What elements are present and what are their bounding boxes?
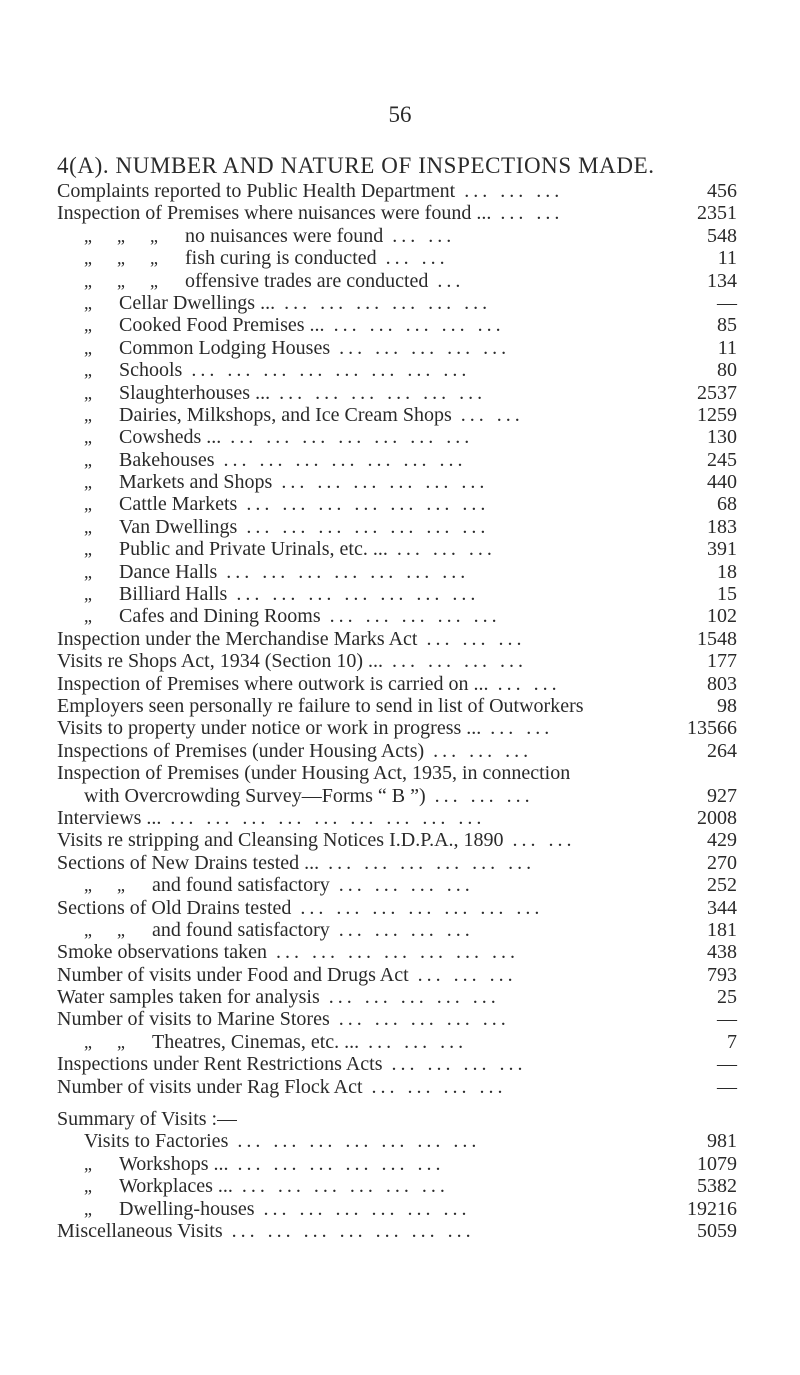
item-count: 2351 <box>697 202 737 225</box>
item-count: — <box>717 291 737 314</box>
item-label <box>185 270 464 292</box>
ditto-mark: „ <box>150 270 158 291</box>
ditto-mark: „ <box>84 270 92 291</box>
ditto-mark: „ <box>84 360 92 381</box>
item-count: 85 <box>717 314 737 337</box>
list-item <box>0 941 800 963</box>
item-label-text: Inspections of Premises (under Housing Acts) <box>57 739 425 762</box>
list-item <box>0 852 800 874</box>
item-label-text: Inspection under the Merchandise Marks Act <box>57 627 418 650</box>
item-label <box>119 426 473 448</box>
dot-leader: ... ... ... ... ... ... ... <box>237 493 490 516</box>
ditto-mark: „ <box>84 875 92 896</box>
dot-leader: ... ... ... ... <box>329 874 474 897</box>
item-count: 252 <box>707 874 737 897</box>
item-label-text: Workshops ... <box>119 1152 229 1175</box>
dot-leader: ... ... ... ... ... ... ... <box>214 448 467 471</box>
item-label <box>119 337 510 359</box>
item-count: 2537 <box>697 381 737 404</box>
item-label-text: Public and Private Urinals, etc. ... <box>119 538 388 561</box>
list-item <box>0 1220 800 1242</box>
list-item <box>0 426 800 448</box>
item-label <box>57 695 584 717</box>
item-label <box>57 1220 475 1242</box>
item-label <box>57 628 525 650</box>
ditto-mark: „ <box>117 225 125 246</box>
list-item <box>0 807 800 829</box>
item-count: 438 <box>707 941 737 964</box>
item-label <box>185 247 449 269</box>
dot-leader: ... ... ... ... <box>382 1053 527 1076</box>
list-item <box>0 180 800 202</box>
item-label-text: Number of visits under Rag Flock Act <box>57 1075 363 1098</box>
item-count: 429 <box>707 829 737 852</box>
item-label-text: fish curing is conducted <box>185 247 377 270</box>
item-count: 1548 <box>697 627 737 650</box>
section-spacer <box>0 1098 800 1108</box>
list-item <box>0 270 800 292</box>
item-label <box>57 717 553 739</box>
item-label-text: Workplaces ... <box>119 1175 233 1198</box>
list-item <box>0 382 800 404</box>
ditto-mark: „ <box>117 919 125 940</box>
item-label-text: Bakehouses <box>119 448 215 471</box>
ditto-mark: „ <box>84 315 92 336</box>
list-item <box>0 516 800 538</box>
item-count: 7 <box>727 1030 737 1053</box>
item-label-text: Cowsheds ... <box>119 426 222 449</box>
list-item <box>0 1198 800 1220</box>
ditto-mark: „ <box>117 875 125 896</box>
ditto-mark: „ <box>84 427 92 448</box>
item-label-text: Common Lodging Houses <box>119 336 331 359</box>
item-label-text: Inspections under Rent Restrictions Acts <box>57 1053 383 1076</box>
item-count: 270 <box>707 851 737 874</box>
item-label <box>57 1053 527 1075</box>
item-label <box>185 225 455 247</box>
item-label-text: Dance Halls <box>119 560 218 583</box>
item-label-text: no nuisances were found <box>185 224 384 247</box>
item-label <box>57 740 532 762</box>
item-count: — <box>717 1075 737 1098</box>
dot-leader: ... ... ... ... ... ... <box>319 851 536 874</box>
item-count: 11 <box>717 336 737 359</box>
list-item <box>0 1175 800 1197</box>
list-item <box>0 605 800 627</box>
dot-leader: ... ... ... <box>455 180 564 202</box>
item-count: 548 <box>707 224 737 247</box>
list-item <box>0 673 800 695</box>
item-label <box>119 1175 449 1197</box>
dot-leader: ... ... ... <box>359 1030 468 1053</box>
dot-leader: ... ... ... ... ... ... <box>270 381 487 404</box>
item-label-text: Inspection of Premises where nuisances were found ... <box>57 202 492 225</box>
dot-leader: ... ... ... ... ... <box>324 314 505 337</box>
list-item <box>0 897 800 919</box>
dot-leader: ... ... <box>491 202 564 225</box>
item-label-text: Visits re Shops Act, 1934 (Section 10) ... <box>57 650 384 673</box>
item-count: 13566 <box>687 717 737 740</box>
dot-leader: ... ... ... ... ... ... <box>232 1175 449 1198</box>
item-count: 177 <box>707 650 737 673</box>
item-label-text: and found satisfactory <box>152 918 330 941</box>
list-item <box>0 404 800 426</box>
item-label-text: and found satisfactory <box>152 874 330 897</box>
item-label-text: Dwelling-houses <box>119 1197 255 1220</box>
ditto-mark: „ <box>84 1176 92 1197</box>
item-label <box>57 1008 510 1030</box>
dot-leader: ... ... ... ... <box>329 918 474 941</box>
ditto-mark: „ <box>84 494 92 515</box>
section-heading: 4(A). NUMBER AND NATURE OF INSPECTIONS MADE. <box>57 153 655 178</box>
item-label <box>84 785 534 807</box>
dot-leader: ... ... ... <box>425 784 534 807</box>
item-count: 68 <box>717 493 737 516</box>
list-item <box>0 740 800 762</box>
item-label-text: Cooked Food Premises ... <box>119 314 325 337</box>
item-label <box>57 202 563 224</box>
ditto-mark: „ <box>84 516 92 537</box>
list-item <box>0 471 800 493</box>
list-item <box>0 1053 800 1075</box>
item-label-text: Cafes and Dining Rooms <box>119 605 321 628</box>
ditto-mark: „ <box>84 606 92 627</box>
list-item <box>0 583 800 605</box>
dot-leader: ... ... <box>503 829 576 852</box>
ditto-mark: „ <box>84 919 92 940</box>
item-count: — <box>717 1008 737 1031</box>
list-item <box>0 964 800 986</box>
item-count: 11 <box>717 247 737 270</box>
item-label <box>119 538 496 560</box>
item-label-text: Inspection of Premises (under Housing Act, 1935, in connection <box>57 762 571 785</box>
item-label <box>57 180 563 202</box>
dot-leader: ... ... ... ... ... ... <box>228 1152 445 1175</box>
item-label-text: Dairies, Milkshops, and Ice Cream Shops <box>119 403 452 426</box>
list-item <box>0 337 800 359</box>
ditto-mark: „ <box>117 270 125 291</box>
item-count: 15 <box>717 583 737 606</box>
item-label-text: Employers seen personally re failure to send in list of Outworkers <box>57 694 584 717</box>
item-count: 2008 <box>697 806 737 829</box>
item-label-text: with Overcrowding Survey—Forms “ B ”) <box>84 784 426 807</box>
item-label-text: Summary of Visits :— <box>57 1108 238 1131</box>
list-item <box>0 1031 800 1053</box>
ditto-mark: „ <box>84 225 92 246</box>
item-label-text: Billiard Halls <box>119 583 228 606</box>
dot-leader: ... ... ... ... ... ... <box>275 291 492 314</box>
list-item <box>0 202 800 224</box>
item-label <box>119 449 467 471</box>
ditto-mark: „ <box>84 292 92 313</box>
ditto-mark: „ <box>84 449 92 470</box>
list-item <box>0 314 800 336</box>
list-item <box>0 561 800 583</box>
item-label-text: Visits to property under notice or work in progress ... <box>57 717 482 740</box>
item-label-text: Sections of Old Drains tested <box>57 896 292 919</box>
item-count: 344 <box>707 896 737 919</box>
dot-leader: ... ... ... ... ... ... ... <box>221 426 474 449</box>
item-label <box>119 359 470 381</box>
dot-leader: ... ... ... ... ... ... ... <box>222 1219 475 1242</box>
item-count: 98 <box>717 694 737 717</box>
item-count: 264 <box>707 739 737 762</box>
dot-leader: ... ... ... ... ... ... <box>272 471 489 494</box>
dot-leader: ... ... <box>451 403 524 426</box>
item-count: 18 <box>717 560 737 583</box>
item-label <box>119 292 491 314</box>
list-item <box>0 829 800 851</box>
item-count: 1079 <box>697 1152 737 1175</box>
item-label <box>119 1198 471 1220</box>
item-count: 927 <box>707 784 737 807</box>
list-item <box>0 695 800 717</box>
list-item <box>0 1153 800 1175</box>
item-count: 456 <box>707 180 737 202</box>
item-label <box>57 829 576 851</box>
list-item <box>0 717 800 739</box>
item-label <box>152 874 474 896</box>
list-item <box>0 449 800 471</box>
item-label <box>57 650 527 672</box>
item-label <box>84 1130 480 1152</box>
item-label <box>119 605 501 627</box>
dot-leader: ... ... <box>383 224 456 247</box>
dot-leader: ... ... ... <box>417 627 526 650</box>
item-count: 1259 <box>697 403 737 426</box>
item-label-text: Theatres, Cinemas, etc. ... <box>152 1030 360 1053</box>
item-count: 102 <box>707 605 737 628</box>
item-label <box>119 1153 445 1175</box>
item-label <box>119 493 489 515</box>
ditto-mark: „ <box>117 248 125 269</box>
dot-leader: ... ... ... ... ... ... ... <box>291 896 544 919</box>
list-item <box>0 874 800 896</box>
item-count: 80 <box>717 359 737 382</box>
dot-leader: ... ... ... ... <box>383 650 528 673</box>
ditto-mark: „ <box>84 539 92 560</box>
ditto-mark: „ <box>84 404 92 425</box>
list-item <box>0 628 800 650</box>
ditto-mark: „ <box>84 337 92 358</box>
item-label-text: Inspection of Premises where outwork is carried on ... <box>57 672 489 695</box>
ditto-mark: „ <box>84 248 92 269</box>
item-label-text: Cattle Markets <box>119 493 238 516</box>
item-count: — <box>717 1053 737 1076</box>
dot-leader: ... ... ... ... ... ... ... <box>217 560 470 583</box>
ditto-mark: „ <box>84 472 92 493</box>
list-item <box>0 1076 800 1098</box>
item-label <box>152 1031 467 1053</box>
item-label-text: Interviews ... <box>57 806 162 829</box>
dot-leader: ... ... ... ... ... <box>330 336 511 359</box>
item-label-text: Miscellaneous Visits <box>57 1219 223 1242</box>
ditto-mark: „ <box>117 1031 125 1052</box>
item-label <box>119 516 489 538</box>
dot-leader: ... ... ... ... ... ... ... ... ... <box>161 806 486 829</box>
item-label-text: Number of visits under Food and Drugs Act <box>57 963 409 986</box>
ditto-mark: „ <box>84 1198 92 1219</box>
item-label-text: Cellar Dwellings ... <box>119 291 276 314</box>
dot-leader: ... ... ... <box>424 739 533 762</box>
item-count: 793 <box>707 963 737 986</box>
item-label <box>119 404 524 426</box>
item-label <box>57 807 485 829</box>
item-label-text: Schools <box>119 359 183 382</box>
item-label-text: Slaughterhouses ... <box>119 381 271 404</box>
item-count: 183 <box>707 515 737 538</box>
dot-leader: ... <box>428 269 465 292</box>
ditto-mark: „ <box>84 1031 92 1052</box>
item-label <box>57 964 517 986</box>
item-label <box>119 382 486 404</box>
dot-leader: ... ... ... ... ... ... ... <box>266 941 519 964</box>
item-label-text: Smoke observations taken <box>57 941 267 964</box>
item-label-text: Water samples taken for analysis <box>57 986 320 1009</box>
dot-leader: ... ... ... ... <box>362 1075 507 1098</box>
dot-leader: ... ... ... ... ... <box>329 1008 510 1031</box>
list-item <box>0 493 800 515</box>
item-label-text: Markets and Shops <box>119 471 273 494</box>
item-label-text: offensive trades are conducted <box>185 269 429 292</box>
item-label-text: Sections of New Drains tested ... <box>57 851 320 874</box>
list-item <box>0 1130 800 1152</box>
item-label <box>57 1076 507 1098</box>
page-number: 56 <box>388 102 412 127</box>
item-label <box>119 583 479 605</box>
item-count: 130 <box>707 426 737 449</box>
dot-leader: ... ... ... ... ... <box>320 605 501 628</box>
list-item <box>0 650 800 672</box>
item-count: 981 <box>707 1130 737 1153</box>
item-label <box>57 762 570 784</box>
dot-leader: ... ... ... ... ... ... ... <box>228 1130 481 1153</box>
list-item <box>0 225 800 247</box>
item-label <box>57 1108 237 1130</box>
list-item <box>0 762 800 784</box>
ditto-mark: „ <box>84 1153 92 1174</box>
item-label-text: Number of visits to Marine Stores <box>57 1008 330 1031</box>
dot-leader: ... ... <box>481 717 554 740</box>
item-label <box>57 986 500 1008</box>
item-label <box>57 852 535 874</box>
item-count: 19216 <box>687 1197 737 1220</box>
dot-leader: ... ... ... ... ... ... ... <box>237 515 490 538</box>
list-item <box>0 538 800 560</box>
dot-leader: ... ... ... ... ... ... ... <box>227 583 480 606</box>
item-label <box>57 897 543 919</box>
item-label-text: Complaints reported to Public Health Department <box>57 180 456 202</box>
list-item <box>0 292 800 314</box>
item-label <box>57 941 519 963</box>
list-item <box>0 1108 800 1130</box>
ditto-mark: „ <box>84 382 92 403</box>
dot-leader: ... ... ... <box>387 538 496 561</box>
list-item <box>0 1008 800 1030</box>
dot-leader: ... ... ... ... ... <box>319 986 500 1009</box>
dot-leader: ... ... <box>376 247 449 270</box>
item-count: 5059 <box>697 1219 737 1242</box>
item-count: 803 <box>707 672 737 695</box>
list-item <box>0 919 800 941</box>
item-count: 440 <box>707 471 737 494</box>
list-item <box>0 986 800 1008</box>
item-label <box>119 561 469 583</box>
item-label <box>57 673 561 695</box>
item-label-text: Van Dwellings <box>119 515 238 538</box>
list-item <box>0 785 800 807</box>
item-label <box>119 471 488 493</box>
ditto-mark: „ <box>84 584 92 605</box>
item-count: 25 <box>717 986 737 1009</box>
item-label <box>152 919 474 941</box>
item-label-text: Visits re stripping and Cleansing Notices I.D.P.A., 1890 <box>57 829 504 852</box>
list-item <box>0 359 800 381</box>
list-item <box>0 247 800 269</box>
ditto-mark: „ <box>150 225 158 246</box>
inspection-list <box>0 180 800 1242</box>
item-label-text: Visits to Factories <box>84 1130 229 1153</box>
dot-leader: ... ... ... <box>408 963 517 986</box>
ditto-mark: „ <box>150 248 158 269</box>
item-label <box>119 314 505 336</box>
dot-leader: ... ... <box>488 672 561 695</box>
item-count: 245 <box>707 448 737 471</box>
ditto-mark: „ <box>84 561 92 582</box>
dot-leader: ... ... ... ... ... ... ... ... <box>182 359 471 382</box>
item-count: 181 <box>707 918 737 941</box>
item-count: 5382 <box>697 1175 737 1198</box>
dot-leader: ... ... ... ... ... ... <box>254 1197 471 1220</box>
item-count: 391 <box>707 538 737 561</box>
item-count: 134 <box>707 269 737 292</box>
